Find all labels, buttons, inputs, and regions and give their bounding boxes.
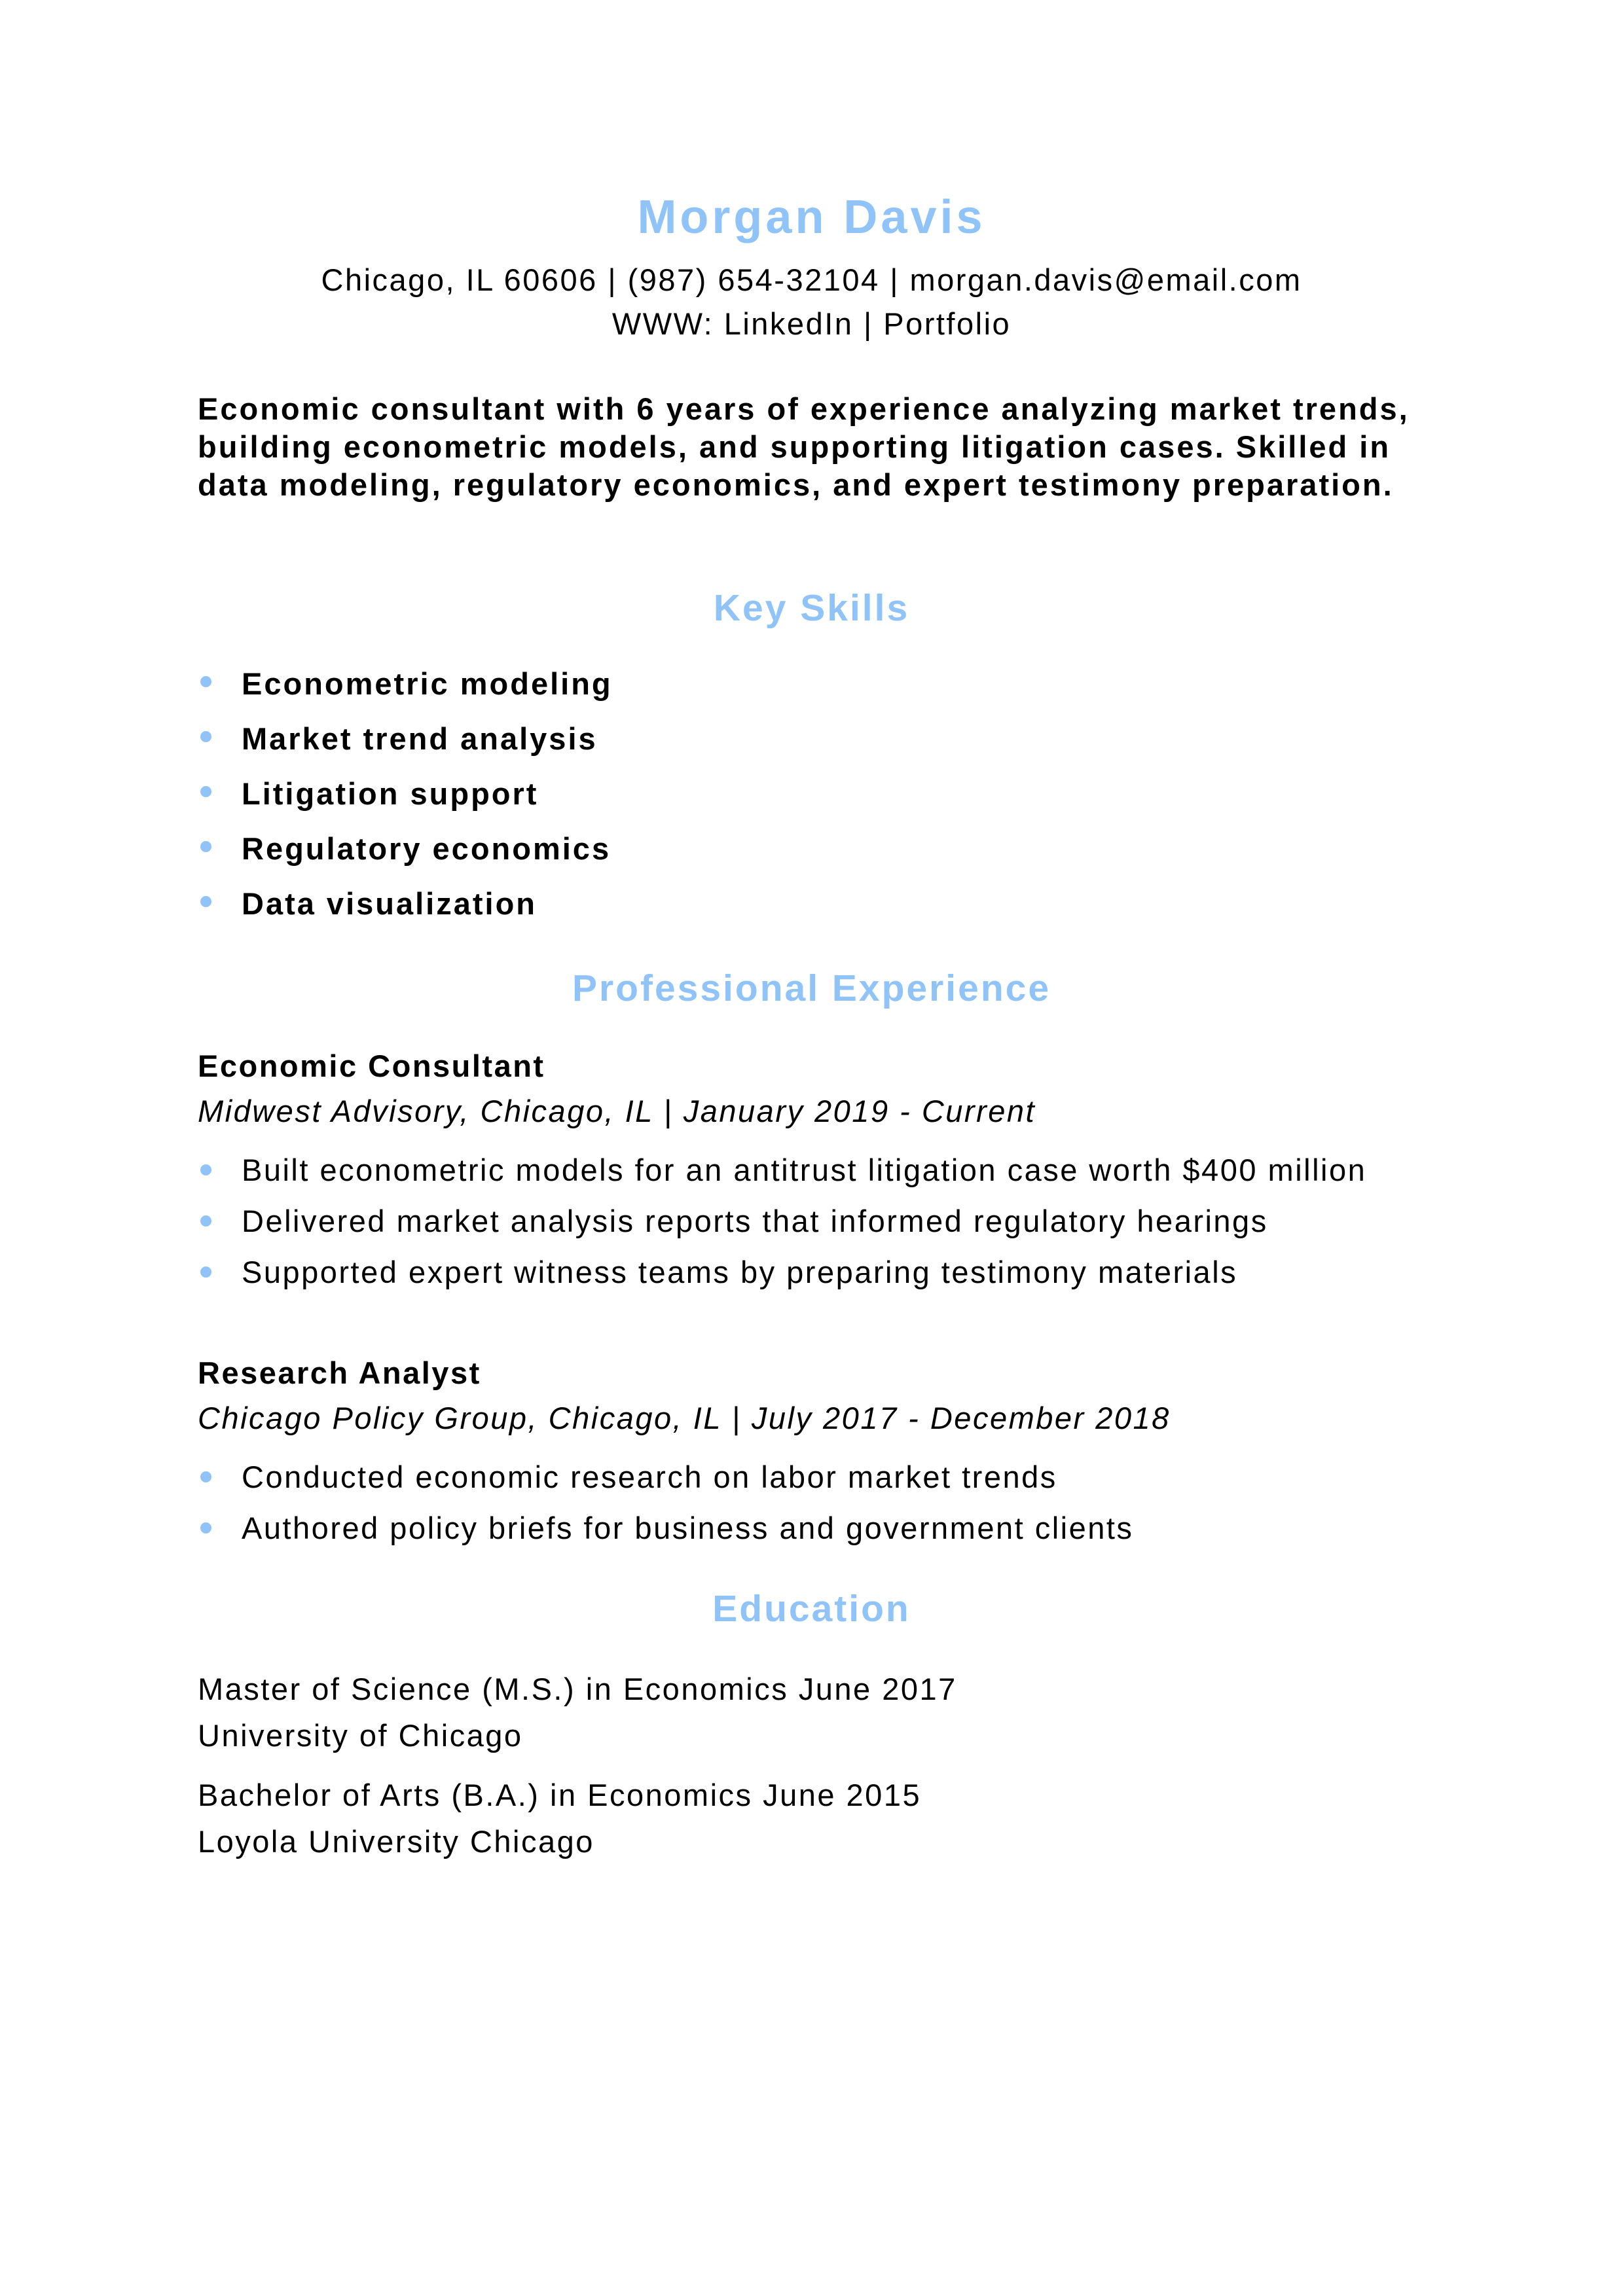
linkedin-link[interactable]: LinkedIn (723, 306, 854, 341)
job-entry (198, 1050, 1425, 1304)
bullet-icon (200, 786, 211, 797)
candidate-name: Morgan Davis (637, 191, 986, 243)
bullet-icon (200, 1522, 211, 1534)
job-bullet (198, 1253, 1368, 1291)
job-bullet (198, 1458, 1368, 1496)
link-separator: | (853, 306, 884, 341)
section-title-education: Education (712, 1588, 911, 1630)
job-bullet-list (198, 1151, 1425, 1291)
bullet-icon (200, 841, 211, 852)
job-title: Economic Consultant (198, 1049, 545, 1083)
bullet-icon (200, 1471, 211, 1482)
skill-label: Econometric modeling (242, 666, 613, 701)
bullet-icon (200, 676, 211, 687)
job-bullet-text: Supported expert witness teams by preparing testimony materials (242, 1255, 1238, 1289)
job-bullet (198, 1202, 1368, 1240)
skill-item (198, 774, 613, 829)
education-entry (198, 1780, 1425, 1857)
skill-item (198, 664, 613, 719)
section-title-experience: Professional Experience (572, 967, 1051, 1009)
job-company-dates: Chicago Policy Group, Chicago, IL | July 2017 - December 2018 (198, 1401, 1171, 1435)
degree: Bachelor of Arts (B.A.) in Economics June 2015 (198, 1778, 922, 1812)
job-bullet-text: Delivered market analysis reports that informed regulatory hearings (242, 1204, 1268, 1238)
school: University of Chicago (198, 1718, 523, 1753)
contact-info: Chicago, IL 60606 | (987) 654-32104 | morgan.davis@email.com (321, 262, 1302, 297)
job-bullet (198, 1151, 1368, 1189)
www-label: WWW: (611, 306, 724, 341)
degree: Master of Science (M.S.) in Economics June 2017 (198, 1672, 957, 1706)
section-title-skills: Key Skills (713, 587, 910, 629)
job-bullet (198, 1509, 1368, 1547)
skill-label: Data visualization (242, 886, 537, 921)
skill-item (198, 719, 613, 774)
portfolio-link[interactable]: Portfolio (883, 306, 1012, 341)
bullet-icon (200, 1266, 211, 1278)
skill-item (198, 829, 613, 884)
job-company-dates: Midwest Advisory, Chicago, IL | January 2019 - Current (198, 1094, 1036, 1128)
bullet-icon (200, 731, 211, 742)
job-title: Research Analyst (198, 1355, 481, 1390)
bullet-icon (200, 1215, 211, 1227)
skill-label: Regulatory economics (242, 831, 611, 866)
bullet-icon (200, 1164, 211, 1175)
job-bullet-text: Authored policy briefs for business and government clients (242, 1511, 1134, 1545)
skill-label: Market trend analysis (242, 721, 598, 756)
professional-summary: Economic consultant with 6 years of experience analyzing market trends, building econometric models, and supporting litigation cases. Skilled in data modeling, regulatory economics, and expert testimony preparation. (198, 391, 1410, 502)
education-entry (198, 1674, 1425, 1751)
web-links (198, 308, 1425, 339)
job-bullet-text: Conducted economic research on labor market trends (242, 1460, 1057, 1494)
bullet-icon (200, 896, 211, 907)
skill-label: Litigation support (242, 776, 539, 811)
school: Loyola University Chicago (198, 1824, 594, 1859)
skill-item (198, 884, 613, 939)
job-entry (198, 1357, 1425, 1560)
skills-list (198, 664, 613, 939)
job-bullet-list (198, 1458, 1425, 1547)
job-bullet-text: Built econometric models for an antitrust litigation case worth $400 million (242, 1153, 1367, 1187)
